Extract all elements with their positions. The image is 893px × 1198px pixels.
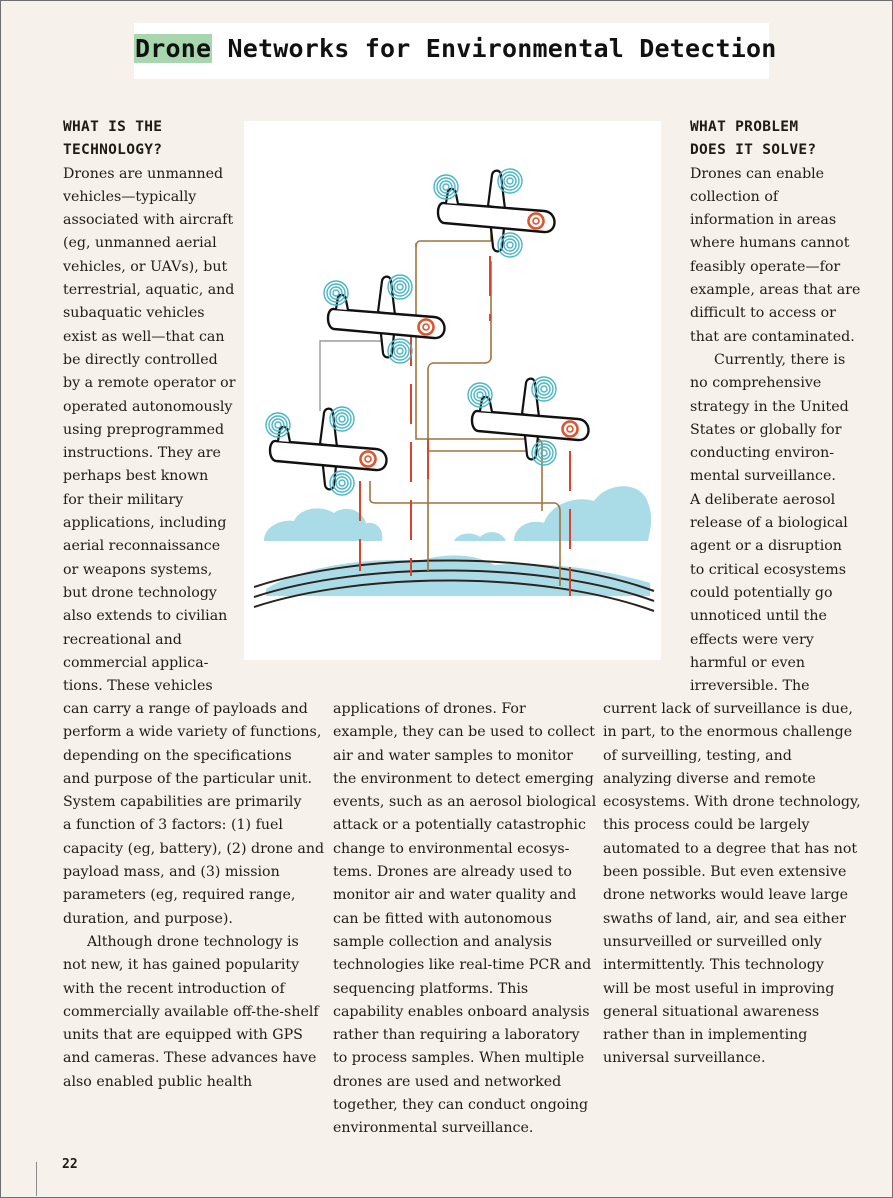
text-line: to process samples. When multiple bbox=[333, 1050, 585, 1067]
signal-icon bbox=[266, 413, 290, 437]
text-line: using preprogrammed bbox=[63, 421, 225, 438]
text-line: aerial reconnaissance bbox=[63, 538, 221, 555]
text-line: can carry a range of payloads and bbox=[63, 701, 308, 717]
text-line: States or globally for bbox=[690, 421, 842, 438]
text-line: capacity (eg, battery), (2) drone and bbox=[63, 840, 325, 857]
text-line: mental surveillance. bbox=[690, 468, 836, 485]
left-column bbox=[63, 116, 243, 698]
text-line: this process could be largely bbox=[603, 817, 810, 834]
text-line: ecosystems. With drone technology, bbox=[603, 794, 861, 811]
text-line: will be most useful in improving bbox=[603, 980, 835, 997]
text-line: perhaps best known bbox=[63, 468, 209, 485]
text-line: monitor air and water quality and bbox=[333, 887, 577, 904]
text-line: vehicles, or UAVs), but bbox=[63, 258, 228, 275]
signal-icon bbox=[324, 281, 348, 305]
text-line: with the recent introduction of bbox=[63, 980, 285, 997]
text-line: no comprehensive bbox=[690, 375, 822, 392]
text-line: for their military bbox=[63, 491, 184, 508]
text-line: can be fitted with autonomous bbox=[333, 910, 552, 927]
right-heading-line2: DOES IT SOLVE? bbox=[690, 142, 817, 159]
title-highlight: Drone bbox=[135, 34, 212, 63]
text-line: feasibly operate—for bbox=[690, 258, 841, 275]
signal-icon bbox=[388, 339, 412, 363]
text-line: of surveilling, testing, and bbox=[603, 747, 792, 764]
text-line: and cameras. These advances have bbox=[63, 1050, 317, 1067]
page-number: 22 bbox=[62, 1157, 78, 1172]
text-line: sequencing platforms. This bbox=[333, 980, 529, 997]
bottom-column-1 bbox=[63, 698, 323, 1094]
left-heading-line1: WHAT IS THE bbox=[63, 119, 163, 135]
text-line: effects were very bbox=[690, 631, 814, 648]
text-line: instructions. They are bbox=[63, 445, 221, 462]
text-line: commercially available off-the-shelf bbox=[63, 1003, 319, 1020]
text-line: swaths of land, air, and sea either bbox=[603, 910, 847, 927]
signal-icon bbox=[532, 377, 556, 401]
text-line: that are contaminated. bbox=[690, 328, 855, 345]
drone-icon bbox=[434, 169, 555, 257]
text-line: parameters (eg, required range, bbox=[63, 887, 296, 904]
text-line: could potentially go bbox=[690, 584, 833, 601]
signal-icon bbox=[498, 169, 522, 193]
signal-icon bbox=[434, 175, 458, 199]
text-line: commercial applica- bbox=[63, 654, 209, 671]
text-line: A deliberate aerosol bbox=[690, 491, 836, 508]
page-title bbox=[134, 34, 777, 63]
text-line: sample collection and analysis bbox=[333, 933, 552, 950]
text-line: the environment to detect emerging bbox=[333, 770, 594, 787]
text-line: information in areas bbox=[690, 212, 837, 229]
signal-icon bbox=[330, 471, 354, 495]
text-line: subaquatic vehicles bbox=[63, 305, 205, 322]
text-line: to critical ecosystems bbox=[690, 561, 847, 578]
right-heading-line1: WHAT PROBLEM bbox=[690, 119, 799, 135]
text-line: events, such as an aerosol biological bbox=[333, 794, 597, 811]
text-line: tems. Drones are already used to bbox=[333, 864, 572, 881]
text-line: (eg, unmanned aerial bbox=[63, 235, 217, 252]
text-line: general situational awareness bbox=[603, 1003, 820, 1020]
left-heading-line2: TECHNOLOGY? bbox=[63, 142, 163, 159]
title-box bbox=[134, 23, 777, 79]
text-line: and purpose of the particular unit. bbox=[63, 770, 313, 787]
text-line: technologies like real-time PCR and bbox=[333, 957, 592, 974]
text-line: rather than requiring a laboratory bbox=[333, 1027, 580, 1044]
text-line: units that are equipped with GPS bbox=[63, 1027, 303, 1044]
text-line: in part, to the enormous challenge bbox=[603, 724, 853, 741]
text-line: analyzing diverse and remote bbox=[603, 770, 816, 787]
text-line: recreational and bbox=[63, 631, 182, 648]
text-line: drones are used and networked bbox=[333, 1073, 562, 1090]
text-line: by a remote operator or bbox=[63, 375, 236, 392]
drone-network-illustration bbox=[244, 121, 661, 660]
bottom-column-3 bbox=[603, 698, 863, 1071]
signal-icon bbox=[532, 441, 556, 465]
text-line: example, they can be used to collect bbox=[333, 724, 595, 741]
text-line: environmental surveillance. bbox=[333, 1120, 534, 1137]
text-line: been possible. But even extensive bbox=[603, 864, 847, 881]
text-line: change to environmental ecosys- bbox=[333, 840, 570, 857]
text-line: collection of bbox=[690, 188, 779, 205]
text-line: Although drone technology is bbox=[87, 933, 299, 950]
text-line: System capabilities are primarily bbox=[63, 794, 302, 811]
text-line: perform a wide variety of functions, bbox=[63, 724, 322, 741]
text-line: strategy in the United bbox=[690, 398, 849, 415]
text-line: but drone technology bbox=[63, 584, 217, 601]
text-line: duration, and purpose). bbox=[63, 910, 233, 927]
drone-icon bbox=[266, 407, 387, 495]
text-line: depending on the specifications bbox=[63, 747, 292, 764]
network-gray-line bbox=[320, 341, 384, 411]
bottom-column-2 bbox=[333, 698, 597, 1141]
right-column bbox=[690, 116, 860, 698]
text-line: intermittently. This technology bbox=[603, 957, 824, 974]
text-line: capability enables onboard analysis bbox=[333, 1003, 590, 1020]
text-line: or weapons systems, bbox=[63, 561, 213, 578]
text-line: automated to a degree that has not bbox=[603, 840, 858, 857]
text-line: Drones are unmanned bbox=[63, 165, 224, 182]
signal-icon bbox=[468, 383, 492, 407]
text-line: Currently, there is bbox=[714, 351, 846, 368]
text-line: air and water samples to monitor bbox=[333, 747, 573, 764]
text-line: attack or a potentially catastrophic bbox=[333, 817, 586, 834]
text-line: together, they can conduct ongoing bbox=[333, 1097, 589, 1114]
text-line: applications of drones. For bbox=[333, 701, 526, 717]
text-line: applications, including bbox=[63, 515, 227, 532]
text-line: payload mass, and (3) mission bbox=[63, 864, 280, 881]
text-line: vehicles—typically bbox=[63, 188, 197, 205]
text-line: difficult to access or bbox=[690, 305, 836, 322]
text-line: operated autonomously bbox=[63, 398, 233, 415]
signal-icon bbox=[330, 407, 354, 431]
text-line: exist as well—that can bbox=[63, 328, 225, 345]
signal-icon bbox=[498, 233, 522, 257]
text-line: Drones can enable bbox=[690, 165, 825, 182]
text-line: a function of 3 factors: (1) fuel bbox=[63, 817, 283, 834]
text-line: rather than in implementing bbox=[603, 1027, 808, 1044]
text-line: terrestrial, aquatic, and bbox=[63, 282, 235, 299]
text-line: also extends to civilian bbox=[63, 608, 228, 625]
margin-rule bbox=[36, 1162, 37, 1196]
text-line: agent or a disruption bbox=[690, 538, 842, 555]
text-line: tions. These vehicles bbox=[63, 678, 213, 695]
text-line: be directly controlled bbox=[63, 351, 218, 368]
drone-icon bbox=[324, 275, 445, 363]
text-line: where humans cannot bbox=[690, 235, 850, 252]
text-line: harmful or even bbox=[690, 654, 806, 671]
text-line: drone networks would leave large bbox=[603, 887, 849, 904]
text-line: unsurveilled or surveilled only bbox=[603, 933, 822, 950]
text-line: not new, it has gained popularity bbox=[63, 957, 300, 974]
text-line: also enabled public health bbox=[63, 1073, 253, 1090]
text-line: example, areas that are bbox=[690, 282, 861, 299]
text-line: irreversible. The bbox=[690, 678, 810, 695]
text-line: current lack of surveillance is due, bbox=[603, 701, 853, 717]
text-line: associated with aircraft bbox=[63, 212, 234, 229]
text-line: release of a biological bbox=[690, 515, 848, 532]
text-line: conducting environ- bbox=[690, 445, 835, 462]
signal-icon bbox=[388, 275, 412, 299]
title-rest: Networks for Environmental Detection bbox=[212, 34, 777, 63]
text-line: unnoticed until the bbox=[690, 608, 827, 625]
illustration-svg bbox=[244, 121, 661, 660]
text-line: universal surveillance. bbox=[603, 1050, 766, 1067]
